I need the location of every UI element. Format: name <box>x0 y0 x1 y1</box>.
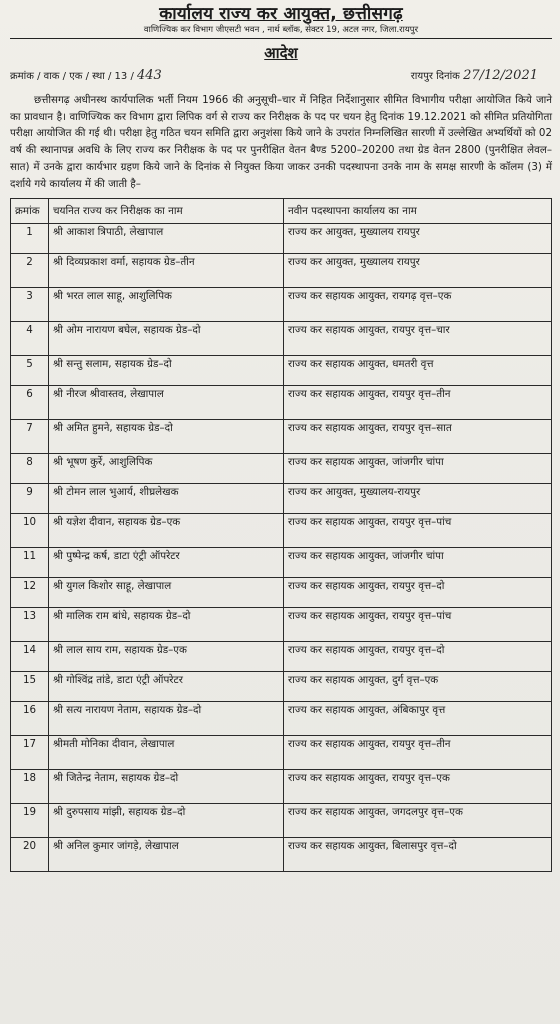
employee-name-cell <box>49 642 284 672</box>
letterhead <box>10 4 552 36</box>
serial-cell-text: 12 <box>22 580 37 593</box>
serial-cell <box>11 672 49 702</box>
serial-cell <box>11 322 49 356</box>
employee-name-cell-text: श्री लाल साय राम, सहायक ग्रेड–एक <box>53 644 187 657</box>
employee-name-cell-text: श्री टोमन लाल भुआर्य, शीघ्रलेखक <box>53 486 179 499</box>
table-row <box>11 386 552 420</box>
table-row <box>11 254 552 288</box>
posting-office-cell <box>284 514 552 548</box>
serial-cell <box>11 224 49 254</box>
table-row <box>11 702 552 736</box>
posting-office-cell <box>284 224 552 254</box>
table-row <box>11 642 552 672</box>
posting-office-cell-text: राज्य कर सहायक आयुक्त, दुर्ग वृत्त–एक <box>288 674 439 687</box>
employee-name-cell-text: श्री सन्तु सलाम, सहायक ग्रेड–दो <box>53 358 172 371</box>
posting-office-cell-text: राज्य कर सहायक आयुक्त, रायपुर वृत्त–दो <box>288 580 445 593</box>
posting-office-cell-text: राज्य कर सहायक आयुक्त, रायगढ़ वृत्त–एक <box>288 290 452 303</box>
serial-cell-text: 19 <box>22 806 37 819</box>
employee-name-cell <box>49 672 284 702</box>
serial-cell <box>11 608 49 642</box>
table-header-row <box>11 199 552 224</box>
employee-name-cell-text: श्री ओम नारायण बघेल, सहायक ग्रेड–दो <box>53 324 201 337</box>
employee-name-cell-text: श्री भरत लाल साहू, आशुलिपिक <box>53 290 172 303</box>
serial-cell <box>11 702 49 736</box>
table-row <box>11 548 552 578</box>
serial-cell-text: 14 <box>22 644 37 657</box>
employee-name-cell <box>49 420 284 454</box>
col-header-serial: क्रमांक <box>11 199 49 224</box>
table-row <box>11 578 552 608</box>
serial-cell-text: 4 <box>26 324 33 337</box>
serial-cell <box>11 356 49 386</box>
serial-cell-text: 6 <box>26 388 33 401</box>
posting-office-cell-text: राज्य कर सहायक आयुक्त, जांजगीर चांपा <box>288 550 444 563</box>
employee-name-cell <box>49 288 284 322</box>
employee-name-cell <box>49 578 284 608</box>
posting-office-cell <box>284 578 552 608</box>
employee-name-cell <box>49 514 284 548</box>
posting-office-cell-text: राज्य कर सहायक आयुक्त, रायपुर वृत्त–दो <box>288 644 445 657</box>
office-address: वाणिज्यिक कर विभाग जीएसटी भवन , नार्थ ब्लॉक, सेक्टर 19, अटल नगर, जिला.रायपुर <box>143 25 419 35</box>
reference-row <box>10 65 552 88</box>
serial-cell <box>11 254 49 288</box>
posting-office-cell-text: राज्य कर सहायक आयुक्त, रायपुर वृत्त–सात <box>288 422 452 435</box>
posting-office-cell <box>284 322 552 356</box>
table-row <box>11 356 552 386</box>
serial-cell-text: 2 <box>26 256 33 269</box>
posting-office-cell-text: राज्य कर सहायक आयुक्त, बिलासपुर वृत्त–दो <box>288 840 457 853</box>
posting-office-cell <box>284 288 552 322</box>
serial-cell-text: 1 <box>26 226 33 239</box>
serial-cell <box>11 578 49 608</box>
serial-cell <box>11 288 49 322</box>
order-number <box>10 65 162 88</box>
table-row <box>11 224 552 254</box>
posting-office-cell <box>284 804 552 838</box>
table-row <box>11 838 552 872</box>
serial-cell <box>11 770 49 804</box>
serial-cell-text: 3 <box>26 290 33 303</box>
posting-office-cell-text: राज्य कर सहायक आयुक्त, रायपुर वृत्त–तीन <box>288 388 451 401</box>
order-date-value: 27/12/2021 <box>463 68 538 83</box>
table-row <box>11 454 552 484</box>
employee-name-cell <box>49 702 284 736</box>
table-row <box>11 770 552 804</box>
employee-name-cell <box>49 254 284 288</box>
col-header-name: चयनित राज्य कर निरीक्षक का नाम <box>49 199 284 224</box>
order-number-label: क्रमांक / वाक / एक / स्था / 13 / <box>10 71 134 82</box>
employee-name-cell-text: श्रीमती मोनिका दीवान, लेखापाल <box>53 738 175 751</box>
employee-name-cell-text: श्री यज्ञेश दीवान, सहायक ग्रेड–एक <box>53 516 181 529</box>
posting-office-cell <box>284 254 552 288</box>
header-divider <box>10 38 552 39</box>
employee-name-cell <box>49 356 284 386</box>
posting-office-cell <box>284 454 552 484</box>
serial-cell <box>11 514 49 548</box>
posting-office-cell <box>284 484 552 514</box>
posting-office-cell-text: राज्य कर सहायक आयुक्त, रायपुर वृत्त–पांच <box>288 610 452 623</box>
serial-cell-text: 15 <box>22 674 37 687</box>
order-number-value: 443 <box>137 68 162 83</box>
appointment-table <box>10 198 552 872</box>
table-row <box>11 672 552 702</box>
employee-name-cell <box>49 548 284 578</box>
posting-office-cell-text: राज्य कर आयुक्त, मुख्यालय-रायपुर <box>288 486 421 499</box>
posting-office-cell <box>284 838 552 872</box>
employee-name-cell <box>49 770 284 804</box>
employee-name-cell <box>49 804 284 838</box>
employee-name-cell <box>49 322 284 356</box>
employee-name-cell-text: श्री दुरुपसाय मांझी, सहायक ग्रेड–दो <box>53 806 186 819</box>
serial-cell-text: 7 <box>26 422 33 435</box>
serial-cell-text: 10 <box>22 516 37 529</box>
posting-office-cell-text: राज्य कर सहायक आयुक्त, जगदलपुर वृत्त–एक <box>288 806 463 819</box>
table-row <box>11 420 552 454</box>
serial-cell <box>11 420 49 454</box>
posting-office-cell <box>284 702 552 736</box>
posting-office-cell-text: राज्य कर सहायक आयुक्त, रायपुर वृत्त–एक <box>288 772 450 785</box>
employee-name-cell-text: श्री आकाश त्रिपाठी, लेखापाल <box>53 226 164 239</box>
employee-name-cell-text: श्री दिव्यप्रकाश वर्मा, सहायक ग्रेड–तीन <box>53 256 195 269</box>
serial-cell <box>11 548 49 578</box>
serial-cell <box>11 736 49 770</box>
posting-office-cell-text: राज्य कर सहायक आयुक्त, जांजगीर चांपा <box>288 456 444 469</box>
serial-cell-text: 20 <box>22 840 37 853</box>
posting-office-cell <box>284 608 552 642</box>
employee-name-cell <box>49 386 284 420</box>
order-title: आदेश <box>264 44 298 62</box>
posting-office-cell <box>284 736 552 770</box>
posting-office-cell <box>284 356 552 386</box>
serial-cell-text: 8 <box>26 456 33 469</box>
serial-cell-text: 9 <box>26 486 33 499</box>
employee-name-cell-text: श्री पुष्पेन्द्र कर्ष, डाटा एंट्री ऑपरेटर <box>53 550 180 563</box>
posting-office-cell <box>284 420 552 454</box>
serial-cell-text: 11 <box>22 550 37 563</box>
posting-office-cell-text: राज्य कर सहायक आयुक्त, रायपुर वृत्त–पांच <box>288 516 452 529</box>
posting-office-cell-text: राज्य कर सहायक आयुक्त, अंबिकापुर वृत्त <box>288 704 446 717</box>
table-row <box>11 484 552 514</box>
posting-office-cell <box>284 386 552 420</box>
employee-name-cell <box>49 838 284 872</box>
employee-name-cell-text: श्री अमित हुमने, सहायक ग्रेड–दो <box>53 422 173 435</box>
employee-name-cell-text: श्री नीरज श्रीवास्तव, लेखापाल <box>53 388 164 401</box>
employee-name-cell <box>49 484 284 514</box>
table-row <box>11 514 552 548</box>
serial-cell-text: 13 <box>22 610 37 623</box>
employee-name-cell-text: श्री अनिल कुमार जांगड़े, लेखापाल <box>53 840 179 853</box>
serial-cell <box>11 838 49 872</box>
posting-office-cell <box>284 548 552 578</box>
employee-name-cell <box>49 736 284 770</box>
posting-office-cell-text: राज्य कर सहायक आयुक्त, रायपुर वृत्त–तीन <box>288 738 451 751</box>
posting-office-cell-text: राज्य कर आयुक्त, मुख्यालय रायपुर <box>288 226 420 239</box>
posting-office-cell-text: राज्य कर आयुक्त, मुख्यालय रायपुर <box>288 256 420 269</box>
table-row <box>11 322 552 356</box>
employee-name-cell <box>49 608 284 642</box>
employee-name-cell <box>49 454 284 484</box>
employee-name-cell-text: श्री सत्य नारायण नेताम, सहायक ग्रेड–दो <box>53 704 202 717</box>
serial-cell-text: 5 <box>26 358 33 371</box>
table-row <box>11 608 552 642</box>
employee-name-cell-text: श्री युगल किशोर साहू, लेखापाल <box>53 580 172 593</box>
posting-office-cell <box>284 672 552 702</box>
col-header-office: नवीन पदस्थापना कार्यालय का नाम <box>284 199 552 224</box>
employee-name-cell <box>49 224 284 254</box>
order-body-paragraph: छत्तीसगढ़ अधीनस्थ कार्यपालिक भर्ती नियम 1966 की अनुसूची–चार में निहित निर्देशानुसार सीमित विभागीय परीक्षा आयोजित किये जाने का प्रावधान है। वाणिज्यिक कर विभाग द्वारा लिपिक वर्ग से राज्य कर निरीक्षक के पद पर चयन हेतु दिनांक 19.12.2021 को सीमित प्रतियोगिता परीक्षा आयोजित की गई थी। परीक्षा हेतु गठित चयन समिति द्वारा अनुशंसा किये जाने के उपरांत निम्नलिखित सारणी में उल्लेखित अभ्यर्थियों को 02 वर्ष की स्थानापन्न अवधि के लिए राज्य कर निरीक्षक के पद पर पुनरीक्षित वेतन बैण्ड 5200–20200 तथा ग्रेड वेतन 2800 (पुनरीक्षित लेवल–सात) में उनके द्वारा कार्यभार ग्रहण किये जाने के दिनांक से नियुक्त किया जाकर उनकी पदस्थापना उनके नाम के समक्ष सारणी के कॉलम (3) में दर्शाये गये कार्यालय में की जाती है– <box>10 94 552 190</box>
table-body <box>11 224 552 872</box>
posting-office-cell <box>284 642 552 672</box>
serial-cell <box>11 642 49 672</box>
order-date-label: रायपुर दिनांक <box>410 71 460 82</box>
serial-cell-text: 17 <box>22 738 37 751</box>
posting-office-cell <box>284 770 552 804</box>
employee-name-cell-text: श्री भूषण कुर्रे, आशुलिपिक <box>53 456 153 469</box>
serial-cell-text: 16 <box>22 704 37 717</box>
table-row <box>11 736 552 770</box>
serial-cell <box>11 454 49 484</box>
serial-cell <box>11 386 49 420</box>
employee-name-cell-text: श्री मालिक राम बांधे, सहायक ग्रेड–दो <box>53 610 191 623</box>
employee-name-cell-text: श्री जितेन्द्र नेताम, सहायक ग्रेड–दो <box>53 772 179 785</box>
employee-name-cell-text: श्री गोश्विंद्र तांडे, डाटा एंट्री ऑपरेटर <box>53 674 183 687</box>
serial-cell-text: 18 <box>22 772 37 785</box>
table-row <box>11 288 552 322</box>
table-row <box>11 804 552 838</box>
serial-cell <box>11 804 49 838</box>
posting-office-cell-text: राज्य कर सहायक आयुक्त, धमतरी वृत्त <box>288 358 434 371</box>
serial-cell <box>11 484 49 514</box>
order-date <box>411 65 552 88</box>
office-title: कार्यालय राज्य कर आयुक्त, छत्तीसगढ़ <box>159 4 403 24</box>
posting-office-cell-text: राज्य कर सहायक आयुक्त, रायपुर वृत्त–चार <box>288 324 450 337</box>
